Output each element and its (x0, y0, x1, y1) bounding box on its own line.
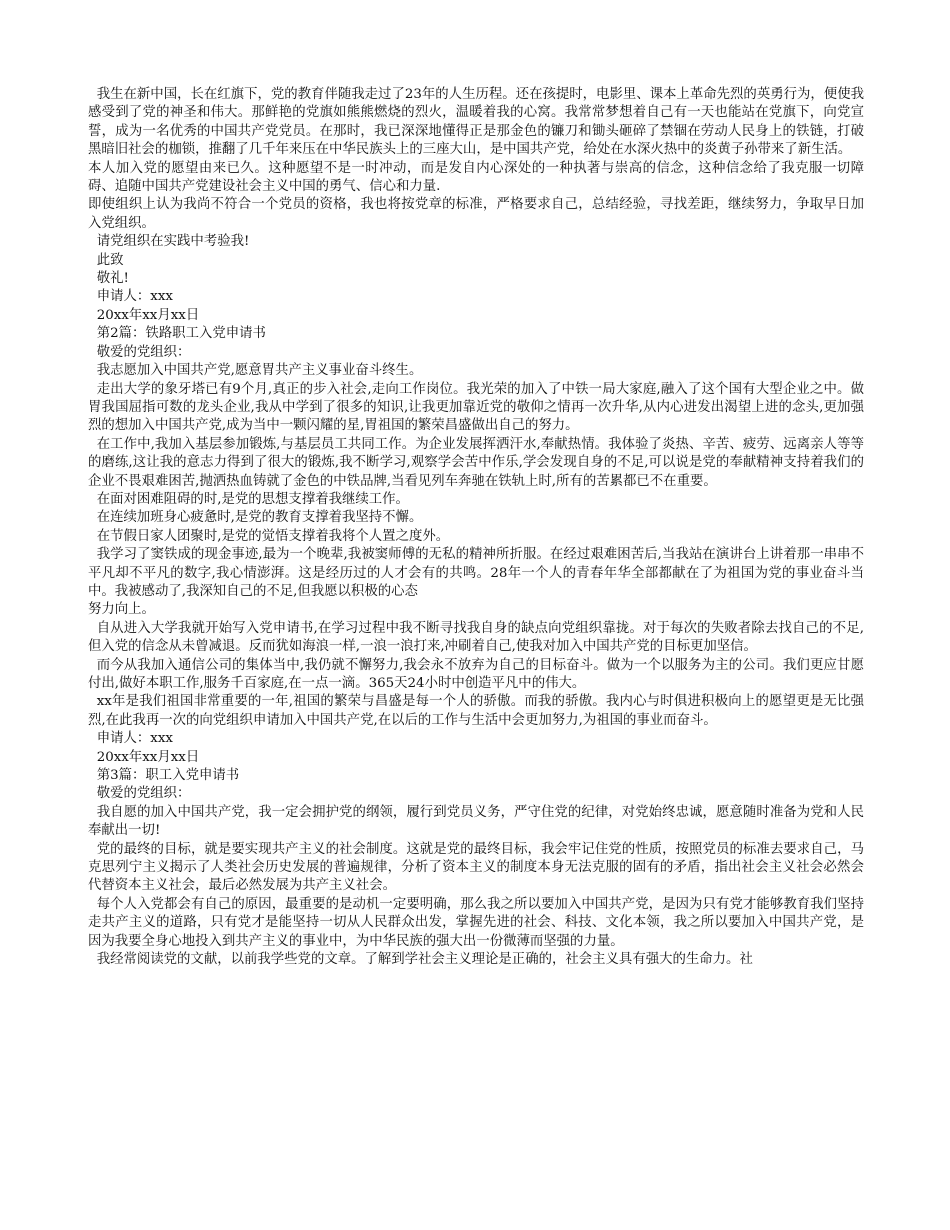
document-body (88, 86, 864, 970)
paragraph: 敬礼! (96, 271, 129, 287)
paragraph: 第3篇：职工入党申请书 (96, 768, 240, 784)
paragraph: 努力向上。 (88, 602, 155, 618)
paragraph: xx年是我们祖国非常重要的一年,祖国的繁荣与昌盛是每一个人的骄傲。而我的骄傲。我内心与时俱进积极向上的愿望更是无比强烈,在此我再一次的向党组织申请加入中国共产党,在以后的工作与生活中会更加努力,为祖国的事业而奋斗。 (88, 694, 864, 728)
paragraph: 即使组织上认为我尚不符合一个党员的资格，我也将按党章的标准，严格要求自己，总结经验，寻找差距，继续努力，争取早日加入党组织。 (88, 197, 864, 231)
paragraph: 20xx年xx月xx日 (96, 749, 200, 765)
paragraph: 我志愿加入中国共产党,愿意胃共产主义事业奋斗终生。 (96, 363, 423, 379)
paragraph: 我自愿的加入中国共产党，我一定会拥护党的纲领，履行到党员义务，严守住党的纪律，对党始终忠诚，愿意随时准备为党和人民奉献出一切! (88, 804, 864, 839)
paragraph: 敬爱的党组织： (96, 786, 191, 802)
paragraph: 请党组织在实践中考验我! (96, 234, 250, 250)
paragraph: 第2篇：铁路职工入党申请书 (96, 326, 266, 342)
paragraph: 申请人：xxx (96, 289, 173, 305)
paragraph: 在面对困难阻碍的时,是党的思想支撑着我继续工作。 (96, 491, 409, 507)
paragraph: 我经常阅读党的文献，以前我学些党的文章。了解到学社会主义理论是正确的，社会主义具有强大的生命力。社 (96, 952, 753, 968)
paragraph: 每个人入党都会有自己的原因，最重要的是动机一定要明确，那么我之所以要加入中国共产党，是因为只有党才能够教育我们坚持走共产主义的道路，只有党才是能坚持一切从人民群众出发，掌握先进的社会、科技、文化本领，我之所以要加入中国共产党，是因为我要全身心地投入到共产主义的事业中，为中华民族的强大出一份微薄而坚强的力量。 (88, 896, 864, 949)
paragraph: 我学习了窦铁成的现金事迹,最为一个晚辈,我被窦师傅的无私的精神所折服。在经过艰难困苦后,当我站在演讲台上讲着那一串串不平凡却不平凡的数字,我心情澎湃。这是经历过的人才会有的共鸣。28年一个人的青春年华全部都献在了为祖国为党的事业奋斗当中。我被感动了,我深知自己的不足,但我愿以积极的心态 (88, 547, 864, 599)
paragraph: 敬爱的党组织： (96, 344, 191, 360)
paragraph: 本人加入党的愿望由来已久。这种愿望不是一时冲动，而是发自内心深处的一种执著与崇高的信念，这种信念给了我克服一切障碍、追随中国共产党建设社会主义中国的勇气、信心和力量. (88, 160, 864, 195)
paragraph: 自从进入大学我就开始写入党申请书,在学习过程中我不断寻找我自身的缺点向党组织靠拢。对于每次的失败者除去找自己的不足,但入党的信念从未曾减退。反而犹如海浪一样,一浪一浪打来,冲刷着自己,使我对加入中国共产党的目标更加坚信。 (88, 620, 864, 655)
paragraph: 申请人：xxx (96, 731, 173, 747)
paragraph: 党的最终的目标，就是要实现共产主义的社会制度。这就是党的最终目标，我会牢记住党的性质，按照党员的标准去要求自己，马克思列宁主义揭示了人类社会历史发展的普遍规律，分析了资本主义的制度本身无法克服的固有的矛盾，指出社会主义社会必然会代替资本主义社会，最后必然发展为共产主义社会。 (88, 841, 864, 894)
paragraph: 在连续加班身心疲惫时,是党的教育支撑着我坚持不懈。 (96, 510, 423, 526)
paragraph: 在工作中,我加入基层参加锻炼,与基层员工共同工作。为企业发展挥洒汗水,奉献热情。我体验了炎热、辛苦、疲劳、远离亲人等等的磨练,这让我的意志力得到了很大的锻炼,我不断学习,观察学会苦中作乐,学会发现自身的不足,可以说是党的奉献精神支持着我们的企业不畏艰难困苦,抛洒热血铸就了金色的中铁品牌,当看见列车奔驰在铁轨上时,所有的苦累都已不在重要。 (88, 436, 864, 489)
paragraph: 20xx年xx月xx日 (96, 307, 200, 323)
paragraph: 走出大学的象牙塔已有9个月,真正的步入社会,走向工作岗位。我光荣的加入了中铁一局大家庭,融入了这个国有大型企业之中。做胃我国屈指可数的龙头企业,我从中学到了很多的知识,让我更加靠近党的敬仰之情再一次升华,从内心进发出渴望上进的念头,更加强烈的想加入中国共产党,成为当中一颗闪耀的星,胃祖国的繁荣昌盛做出自己的努力。 (88, 381, 864, 434)
paragraph: 此致 (96, 252, 124, 268)
paragraph: 在节假日家人团聚时,是党的觉悟支撑着我将个人置之度外。 (96, 528, 450, 544)
paragraph: 我生在新中国，长在红旗下，党的教育伴随我走过了23年的人生历程。还在孩提时，电影里、课本上革命先烈的英勇行为，便使我感受到了党的神圣和伟大。那鲜艳的党旗如熊熊燃烧的烈火，温暖着我的心窝。我常常梦想着自己有一天也能站在党旗下，向党宣誓，成为一名优秀的中国共产党党员。在那时，我已深深地懂得正是那金色的镰刀和锄头砸碎了禁锢在劳动人民身上的铁链，打破黑暗旧社会的枷锁，推翻了几千年来压在中华民族头上的三座大山，是中国共产党，给处在水深火热中的炎黄子孙带来了新生活。 (88, 87, 864, 158)
paragraph: 而今从我加入通信公司的集体当中,我仍就不懈努力,我会永不放弃为自己的目标奋斗。做为一个以服务为主的公司。我们更应甘愿付出,做好本职工作,服务千百家庭,在一点一滴。365天24小时中创造平凡中的伟大。 (88, 657, 864, 691)
